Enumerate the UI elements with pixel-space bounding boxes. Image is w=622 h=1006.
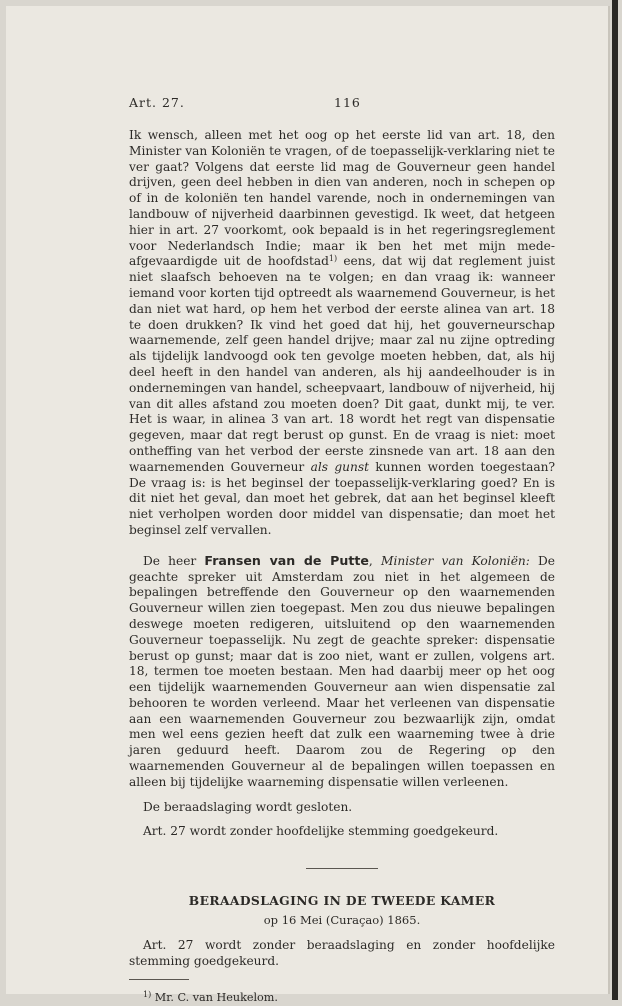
speaker-name: Fransen van de Putte (204, 552, 369, 568)
section-heading: BERAADSLAGING IN DE TWEEDE KAMER (188, 893, 496, 909)
footnote: $^{1)}$ Mr. C. van Heukelom. (143, 990, 278, 1005)
article-label: Art. 27. (129, 95, 185, 110)
paragraph-minister-reply: De heer Fransen van de Putte, Minister van Koloniën: De geachte spreker uit Amsterdam zou niet in het algemeen de bepalingen betreffende den Gouverneur op den waarnemenden Gouverneur willen zien toegepast. Men zou dus nieuwe bepalingen deswege moeten redigeren, uitsluitend op den waarnemenden Gouverneur toepasselijk. Nu zegt de geachte spreker: dispensatie berust op gunst; maar dat is zoo niet, want er zullen, volgens art. 18, termen toe moeten bestaan. Men had daarbij meer op het oog een tijdelijk waarnemenden Gouverneur aan wien dispensatie zal behooren te worden verleend. Maar het verleenen van dispensatie aan een waarnemenden Gouverneur zou bezwaarlijk zijn, omdat men wel eens gezien heeft dat zulk een waarneming twee à drie jaren geduurd heeft. Daarom zou de Regering op den waarnemenden Gouverneur al de bepalingen willen toepassen en alleen bij tijdelijke waarneming dispensatie willen verleenen. (129, 552, 556, 789)
speaker-role: Minister van Koloniën: (380, 553, 530, 568)
page-edge (612, 0, 618, 1000)
page-number: 116 (334, 95, 361, 110)
closing-vote: Art. 27 wordt zonder hoofdelijke stemming goedgekeurd. (143, 824, 499, 839)
footnote-divider (129, 979, 189, 980)
section-divider (306, 868, 378, 869)
emphasis-text: als gunst (310, 459, 370, 474)
section-body: Art. 27 wordt zonder beraadslaging en zonder hoofdelijke stemming goedgekeurd. (129, 937, 555, 968)
footnote-ref: 1) (328, 254, 338, 264)
closing-debate: De beraadslaging wordt gesloten. (143, 799, 353, 814)
paragraph-question: Ik wensch, alleen met het oog op het eerste lid van art. 18, den Minister van Koloniën te vragen, of de toepasselijk-verklaring niet te ver gaat? Volgens dat eerste lid mag de Gouverneur geen handel drijven, geen deel hebben in dien van anderen, noch in schepen op of in de koloniën ten handel varende, noch in ondernemingen van landbouw of nijverheid daarbinnen gevestigd. Ik weet, dat hetgeen hier in art. 27 voorkomt, ook bepaald is in het regeringsreglement voor Nederlandsch Indie; maar ik ben het met mijn mede-afgevaardigde uit de hoofdstad$^{1)}$ eens, dat wij dat reglement juist niet slaafsch behoeven na te volgen; en dan vraag ik: wanneer iemand voor korten tijd optreedt als waarnemend Gouverneur, is het dan niet wat hard, op hem het verbod der eerste alinea van art. 18 te doen drukken? Ik vind het goed dat hij, het gouverneurschap waarnemende, zelf geen handel drijve; maar zal nu zijne optreding als tijdelijk landvoogd ook ten gevolge moeten hebben, dat, als hij deel heeft in den handel van anderen, als hij aandeelhouder is in ondernemingen van handel, scheepvaart, landbouw of nijverheid, hij van dit alles afstand zou moeten doen? Dit gaat, dunkt mij, te ver. Het is waar, in alinea 3 van art. 18 wordt het regt van dispensatie gegeven, maar dat regt berust op gunst. En de vraag is niet: moet ontheffing van het verbod der eerste zinsnede van art. 18 aan den waarnemenden Gouverneur als gunst kunnen worden toegestaan? De vraag is: is het beginsel der toepasselijk-verklaring goed? En is dit niet het geval, dan moet het gebrek, dat aan het beginsel kleeft niet verholpen worden door middel van dispensatie; dan moet het beginsel zelf vervallen. (129, 128, 556, 537)
section-subheading: op 16 Mei (Curaçao) 1865. (263, 913, 421, 928)
page-body (129, 128, 555, 1006)
